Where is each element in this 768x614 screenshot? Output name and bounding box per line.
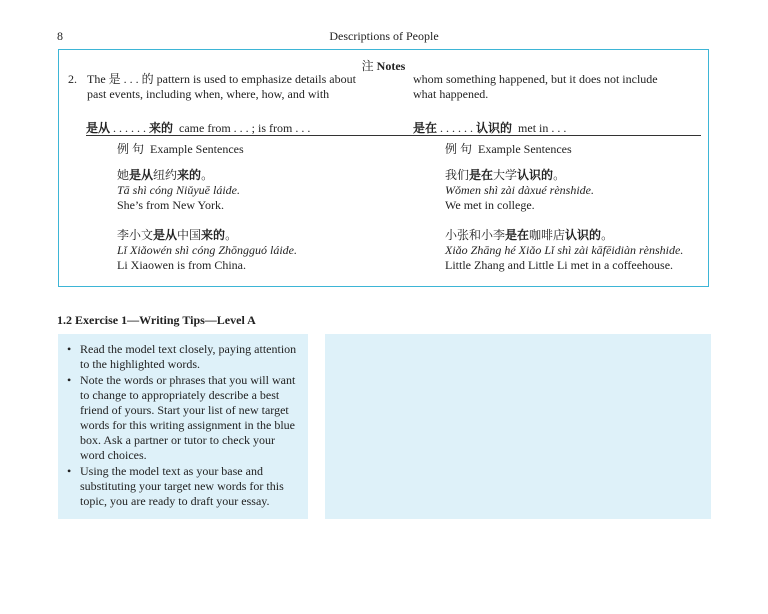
pattern-part: 是在	[413, 121, 438, 135]
tip-item: • Note the words or phrases that you will want to change to appropriately describe a best friend of yours. Start your list of new target words for this writing assignment in the blue box. Ask a partner or tutor to check your word choices.	[80, 373, 302, 463]
example-pinyin: Wǒmen shì zài dàxué rènshide.	[445, 183, 594, 197]
example-english: She’s from New York.	[117, 198, 225, 212]
example-english: Li Xiaowen is from China.	[117, 258, 246, 272]
notes-box	[58, 49, 709, 287]
notes-title-en: Notes	[376, 59, 406, 73]
tip-item: • Read the model text closely, paying attention to the highlighted words.	[80, 342, 302, 372]
running-head: Descriptions of People	[329, 29, 439, 43]
page-number: 8	[57, 29, 63, 43]
example-sentence	[445, 168, 594, 213]
example-english: Little Zhang and Little Li met in a coffeehouse.	[445, 258, 674, 272]
pattern-gloss: came from . . . ; is from . . .	[179, 121, 311, 135]
tip-item: • Using the model text as your base and substituting your target new words for this topic, you are ready to draft your essay.	[80, 464, 302, 509]
target-words-box[interactable]	[325, 334, 711, 519]
note-text-left	[87, 72, 387, 102]
example-pinyin: Lǐ Xiǎowén shì cóng Zhōngguó láide.	[117, 243, 297, 257]
example-chinese: 她是从纽约来的。	[117, 168, 214, 182]
notes-title-zh: 注	[361, 59, 374, 73]
note-line: past events, including when, where, how, and with	[87, 87, 330, 101]
example-sentence	[445, 228, 683, 273]
example-heading-zh: 例 句	[117, 142, 145, 156]
example-sentence	[117, 228, 297, 273]
example-sentence	[117, 168, 240, 213]
example-heading-zh: 例 句	[445, 142, 473, 156]
example-chinese: 我们是在大学认识的。	[445, 168, 566, 182]
note-line: whom something happened, but it does not include	[413, 72, 658, 86]
pattern-gloss: met in . . .	[518, 121, 567, 135]
pattern-shi-zai	[413, 119, 566, 136]
note-line: The 是 . . . 的 pattern is used to emphasize details about	[87, 72, 356, 86]
writing-tips-list	[58, 334, 308, 509]
example-chinese: 李小文是从中国来的。	[117, 228, 238, 242]
example-heading-left	[117, 140, 244, 157]
pattern-part: 认识的	[476, 121, 513, 135]
example-heading-right	[445, 140, 572, 157]
note-item-number: 2.	[68, 72, 77, 86]
pattern-divider	[86, 135, 701, 136]
note-line: what happened.	[413, 87, 489, 101]
example-english: We met in college.	[445, 198, 535, 212]
example-chinese: 小张和小李是在咖啡店认识的。	[445, 228, 614, 242]
pattern-part: 是从	[86, 121, 111, 135]
note-text-right	[413, 72, 703, 102]
pattern-dots: . . . . . .	[110, 121, 150, 135]
example-heading-en: Example Sentences	[150, 142, 244, 156]
exercise-title: 1.2 Exercise 1—Writing Tips—Level A	[57, 313, 256, 327]
pattern-dots: . . . . . .	[437, 121, 477, 135]
example-heading-en: Example Sentences	[478, 142, 572, 156]
writing-tips-panel	[58, 334, 308, 519]
example-pinyin: Xiǎo Zhāng hé Xiǎo Lǐ shì zài kāfēidiàn rènshide.	[445, 243, 684, 257]
pattern-part: 来的	[149, 121, 174, 135]
example-pinyin: Tā shì cóng Niǔyuē láide.	[117, 183, 240, 197]
pattern-shi-cong	[86, 119, 310, 136]
